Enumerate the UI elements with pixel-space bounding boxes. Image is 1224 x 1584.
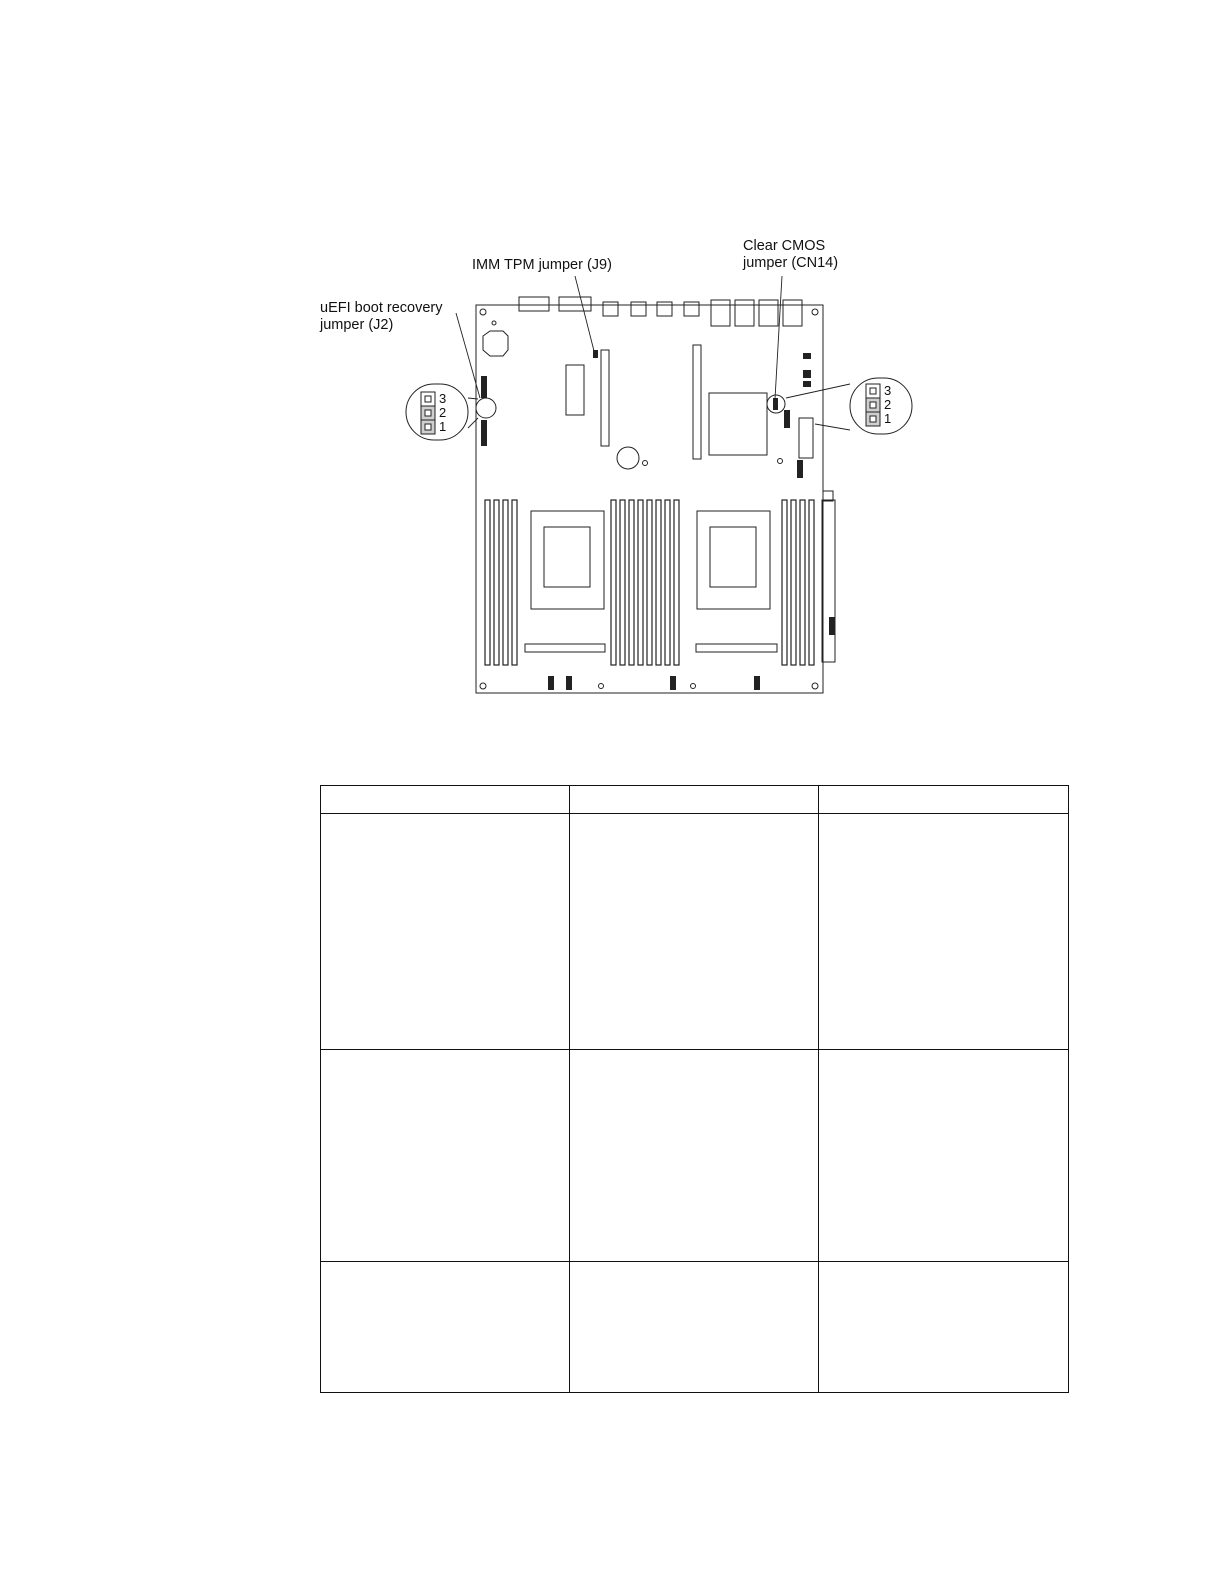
- dimm-slot: [800, 500, 805, 665]
- table-cell: [321, 814, 570, 1050]
- rear-connector: [684, 302, 699, 316]
- memory-card-slot: [566, 365, 584, 415]
- rear-connector: [559, 297, 591, 311]
- right-pin-1-dot: [870, 416, 876, 422]
- uefi-boot-recovery-jumper-label-line-1: uEFI boot recovery: [320, 300, 443, 316]
- table-row: [321, 1262, 1069, 1393]
- table-header-cell: [570, 786, 819, 814]
- cpu-socket-2: [697, 511, 770, 609]
- mount-hole: [480, 683, 486, 689]
- table-cell: [819, 1262, 1069, 1393]
- imm-tpm-leader: [575, 276, 594, 351]
- table-cell: [321, 1262, 570, 1393]
- left-pin-2-label: 2: [439, 405, 447, 420]
- table-cell: [570, 1262, 819, 1393]
- dimm-slot: [503, 500, 508, 665]
- cpu-socket-2-die: [710, 527, 756, 587]
- rear-connector: [631, 302, 646, 316]
- table-row: [321, 1050, 1069, 1262]
- table-row: [321, 814, 1069, 1050]
- dimm-slot: [485, 500, 490, 665]
- dimm-slot: [611, 500, 616, 665]
- left-pin-1-dot: [425, 424, 431, 430]
- header: [754, 676, 760, 690]
- dimm-slot: [665, 500, 670, 665]
- right-pin-1-label: 1: [884, 411, 892, 426]
- dimm-slot: [809, 500, 814, 665]
- dimm-slot: [620, 500, 625, 665]
- system-board-outline: [476, 305, 823, 693]
- left-pin-3-dot: [425, 396, 431, 402]
- table-cell: [321, 1050, 570, 1262]
- left-magnifier-bubble: [406, 384, 468, 440]
- edge-connector: [822, 500, 835, 662]
- dimm-slot: [782, 500, 787, 665]
- rear-connector: [519, 297, 549, 311]
- battery: [617, 447, 639, 469]
- dimm-slot: [647, 500, 652, 665]
- mount-hole: [492, 321, 496, 325]
- chip-outline: [483, 331, 508, 356]
- mount-hole: [778, 459, 783, 464]
- header: [784, 410, 790, 428]
- mount-hole: [480, 309, 486, 315]
- power-connector: [799, 418, 813, 458]
- imm-tpm-jumper-label-line: IMM TPM jumper (J9): [472, 257, 612, 273]
- connector-strip: [525, 644, 605, 652]
- dimm-slot: [494, 500, 499, 665]
- header: [803, 353, 811, 359]
- mount-hole: [599, 684, 604, 689]
- right-pin-2-dot: [870, 402, 876, 408]
- left-pin-1-label: 1: [439, 419, 447, 434]
- connector-strip: [696, 644, 777, 652]
- table-header-cell: [819, 786, 1069, 814]
- table-cell: [819, 814, 1069, 1050]
- mount-hole: [643, 461, 648, 466]
- header: [803, 381, 811, 387]
- rear-connector: [603, 302, 618, 316]
- mount-hole: [812, 683, 818, 689]
- dimm-slot: [674, 500, 679, 665]
- jumper-j9: [593, 350, 598, 358]
- clear-cmos-jumper-label-line-2: jumper (CN14): [743, 255, 839, 271]
- header: [797, 460, 803, 478]
- clear-cmos-jumper-label-line-1: Clear CMOS: [743, 238, 826, 254]
- table-cell: [819, 1050, 1069, 1262]
- pci-slot: [601, 350, 609, 446]
- pci-slot: [693, 345, 701, 459]
- header: [481, 420, 487, 446]
- left-pin-2-dot: [425, 410, 431, 416]
- ethernet-port: [759, 300, 778, 326]
- uefi-jumper-highlight: [476, 398, 496, 418]
- header: [803, 370, 811, 378]
- mount-hole: [691, 684, 696, 689]
- table-cell: [570, 1050, 819, 1262]
- right-bubble-leader-bottom: [815, 424, 850, 430]
- right-pin-3-label: 3: [884, 383, 892, 398]
- mount-hole: [812, 309, 818, 315]
- dimm-slot: [791, 500, 796, 665]
- header: [829, 617, 835, 635]
- right-pin-2-label: 2: [884, 397, 892, 412]
- uefi-boot-recovery-jumper-label-line-2: jumper (J2): [320, 317, 394, 333]
- clear-cmos-leader: [775, 276, 782, 399]
- jumper-j2: [481, 376, 487, 398]
- heatsink: [709, 393, 767, 455]
- jumper-cn14: [773, 398, 778, 410]
- table-header-cell: [321, 786, 570, 814]
- header: [670, 676, 676, 690]
- rear-connector: [657, 302, 672, 316]
- table-header-row: [321, 786, 1069, 814]
- right-magnifier-bubble: [850, 378, 912, 434]
- ethernet-port: [735, 300, 754, 326]
- dimm-slot: [512, 500, 517, 665]
- header: [566, 676, 572, 690]
- cpu-socket-1-die: [544, 527, 590, 587]
- cpu-socket-1: [531, 511, 604, 609]
- left-pin-3-label: 3: [439, 391, 447, 406]
- jumper-settings-table: [320, 785, 1069, 1393]
- right-pin-3-dot: [870, 388, 876, 394]
- table-cell: [570, 814, 819, 1050]
- ethernet-port: [711, 300, 730, 326]
- dimm-slot: [656, 500, 661, 665]
- header: [548, 676, 554, 690]
- dimm-slot: [638, 500, 643, 665]
- right-bubble-leader-top: [786, 384, 850, 398]
- ethernet-port: [783, 300, 802, 326]
- dimm-slot: [629, 500, 634, 665]
